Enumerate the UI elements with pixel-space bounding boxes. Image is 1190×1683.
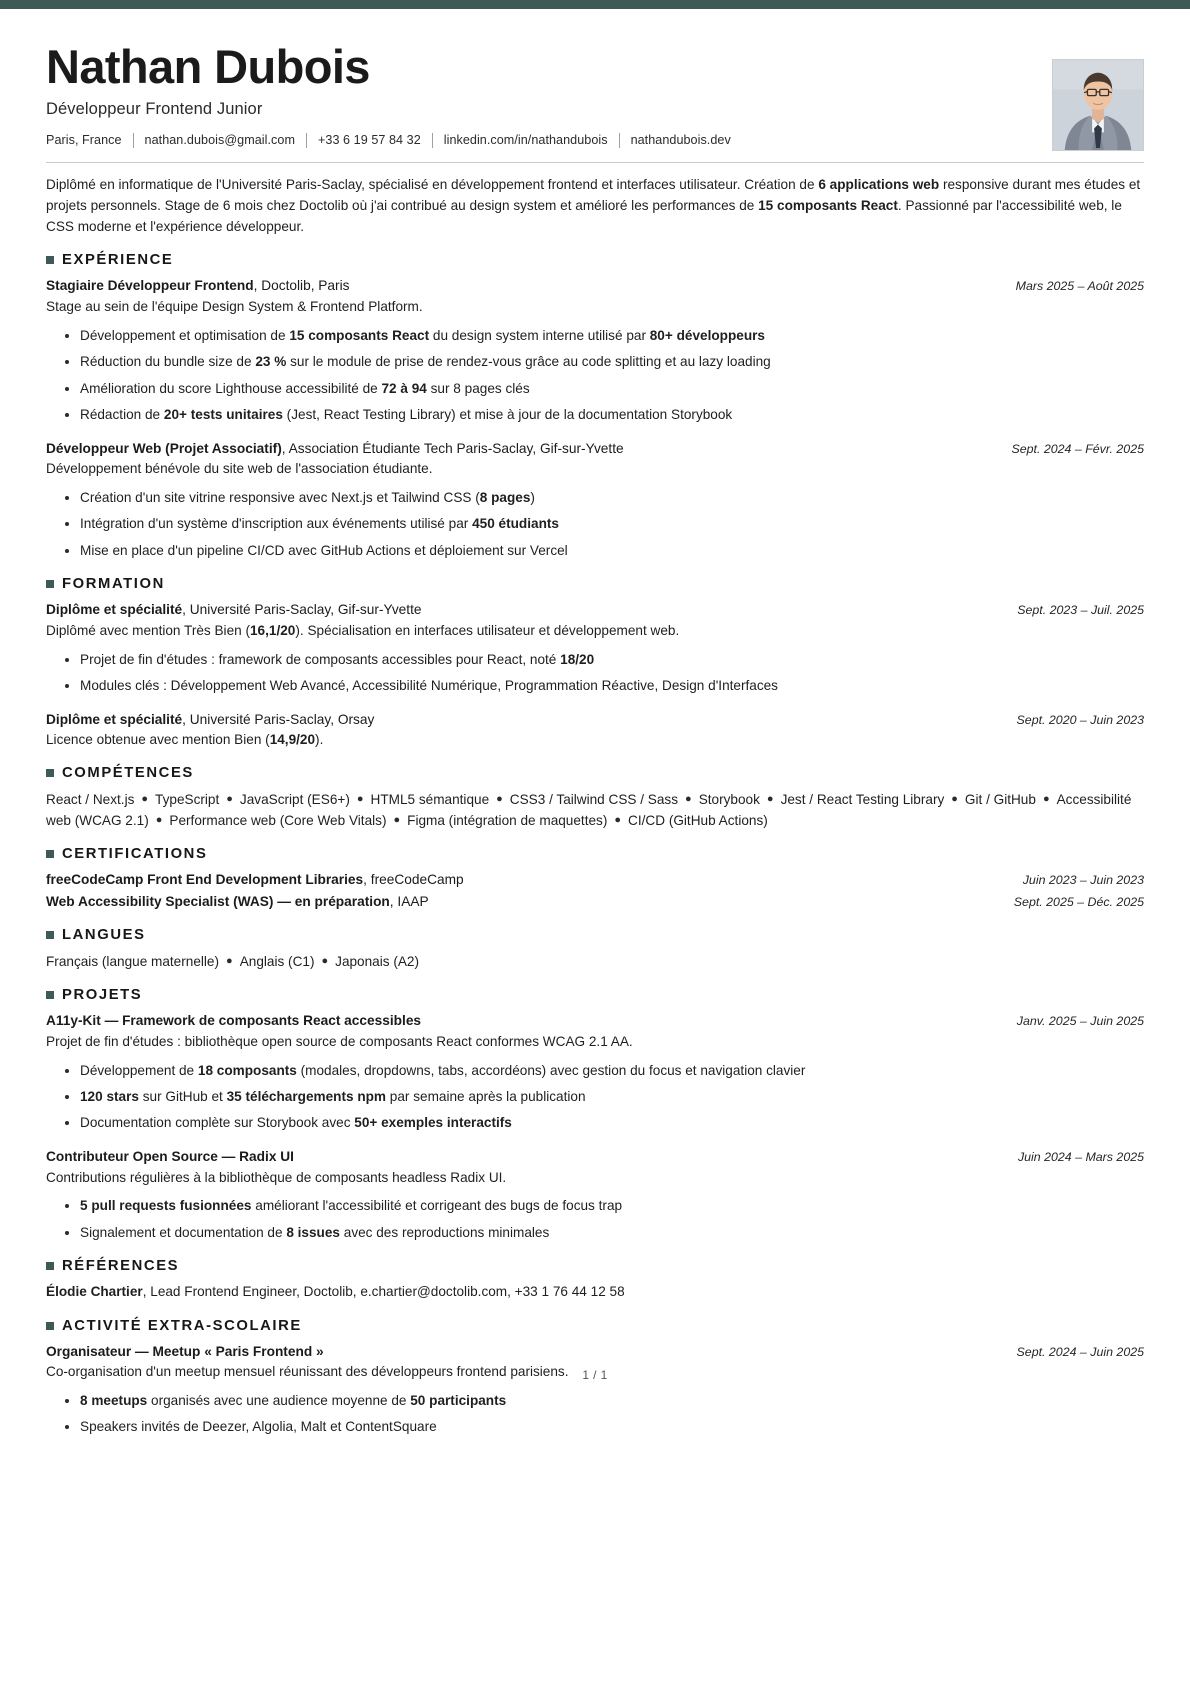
experience-bullet-list <box>46 488 1144 561</box>
experience-entry-meta: , Doctolib, Paris <box>253 278 350 294</box>
page-footer <box>0 1368 1190 1382</box>
project-bullet-2-frag-1: 50+ exemples interactifs <box>354 1115 512 1131</box>
dot-separator-icon: ● <box>393 814 401 827</box>
skill-item: CI/CD (GitHub Actions) <box>628 813 768 829</box>
project-bullet-1-frag-2: avec des reproductions minimales <box>339 1224 550 1240</box>
project-bullet-1-frag-1: 8 issues <box>286 1224 340 1240</box>
list-item <box>80 1113 1144 1133</box>
resume-page <box>0 9 1190 1438</box>
section-title-langues: LANGUES <box>62 927 146 943</box>
list-item <box>80 676 1144 696</box>
extra-entry-subtitle: Co-organisation d'un meetup mensuel réunissant des développeurs frontend parisiens. <box>46 1364 569 1380</box>
formation-entry-subtitle-frag-0: Diplômé avec mention Très Bien ( <box>46 623 250 639</box>
certification-name: Web Accessibility Specialist (WAS) — en préparation <box>46 894 390 910</box>
experience-bullet-3-frag-2: (Jest, React Testing Library) et mise à jour de la documentation Storybook <box>282 407 733 423</box>
extra-entry-title <box>46 1342 324 1362</box>
skill-item: Accessibilité web (WCAG 2.1) <box>46 792 1132 829</box>
language-item: Anglais (C1) <box>239 954 315 969</box>
project-entry-date: Janv. 2025 – Juin 2025 <box>1016 1014 1144 1029</box>
skill-item: TypeScript <box>155 792 220 808</box>
dot-separator-icon: ● <box>766 793 774 806</box>
section-formation <box>46 576 1144 750</box>
section-langues <box>46 927 1144 972</box>
section-header-certifications <box>46 846 1144 862</box>
page-title: Nathan Dubois <box>46 40 370 93</box>
language-item: Français (langue maternelle) <box>46 954 220 969</box>
top-accent-bar <box>0 0 1190 9</box>
contact-item[interactable]: nathan.dubois@gmail.com <box>144 133 295 148</box>
project-entry <box>46 1147 1144 1243</box>
summary-part-1: Diplômé en informatique de l'Université Paris-Saclay, spécialisé en développement frontend et interfaces utilisateur. Création de <box>46 177 819 192</box>
formation-entry-subtitle <box>46 730 1144 750</box>
project-bullet-0-frag-0: 5 pull requests fusionnées <box>80 1198 252 1214</box>
resume-header <box>46 9 1144 151</box>
header-text-block <box>46 41 1032 148</box>
formation-entry-subtitle-frag-1: 16,1/20 <box>250 623 296 639</box>
formation-entry <box>46 710 1144 751</box>
project-bullet-list <box>46 1061 1144 1134</box>
certification-row <box>46 892 1144 912</box>
list-item <box>80 1196 1144 1216</box>
skills-list <box>46 789 1144 831</box>
project-bullet-0-frag-1: améliorant l'accessibilité et corrigeant des bugs de focus trap <box>251 1198 623 1214</box>
square-bullet-icon <box>46 580 54 588</box>
experience-bullet-0-frag-3: 80+ développeurs <box>649 327 765 343</box>
dot-separator-icon: ● <box>356 793 364 806</box>
section-header-references <box>46 1258 1144 1274</box>
experience-bullet-3-frag-1: 20+ tests unitaires <box>163 407 283 423</box>
skill-item: Storybook <box>698 792 760 808</box>
project-entry-header <box>46 1147 1144 1167</box>
experience-bullet-list <box>46 326 1144 426</box>
list-item <box>80 379 1144 399</box>
formation-bullet-1-frag-0: Modules clés : Développement Web Avancé, Accessibilité Numérique, Programmation Réactive, Design d'Interfaces <box>80 678 778 694</box>
formation-bullet-list <box>46 650 1144 697</box>
list-item <box>80 326 1144 346</box>
contact-separator <box>133 133 134 148</box>
list-item <box>80 352 1144 372</box>
section-header-langues <box>46 927 1144 943</box>
experience-bullet-2-frag-2: sur 8 pages clés <box>426 380 530 396</box>
formation-entry-meta: , Université Paris-Saclay, Orsay <box>182 711 375 727</box>
certification-title <box>46 870 464 890</box>
skill-item: HTML5 sémantique <box>370 792 490 808</box>
section-title-competences: COMPÉTENCES <box>62 765 194 782</box>
list-item <box>80 1061 1144 1081</box>
experience-bullet-0-frag-1: 15 composants React <box>289 327 430 343</box>
formation-entry-subtitle-frag-1: 14,9/20 <box>269 732 316 748</box>
extra-bullet-list <box>46 1391 1144 1438</box>
project-entry <box>46 1011 1144 1134</box>
reference-details: , Lead Frontend Engineer, Doctolib, e.chartier@doctolib.com, +33 1 76 44 12 58 <box>142 1284 625 1300</box>
dot-separator-icon: ● <box>496 793 503 806</box>
section-references <box>46 1258 1144 1302</box>
formation-entry-header <box>46 600 1144 620</box>
list-item <box>80 541 1144 561</box>
project-entry-role: Contributeur Open Source — Radix UI <box>46 1148 294 1164</box>
project-bullet-list <box>46 1196 1144 1243</box>
experience-entry-title <box>46 276 350 296</box>
formation-bullet-0-frag-1: 18/20 <box>560 651 595 667</box>
certification-name: freeCodeCamp Front End Development Libraries <box>46 872 364 888</box>
job-title: Développeur Frontend Junior <box>46 99 263 118</box>
section-title-certifications: CERTIFICATIONS <box>62 846 208 863</box>
experience-bullet-1-frag-0: Réduction du bundle size de <box>80 354 256 370</box>
contact-item[interactable]: nathandubois.dev <box>630 133 731 148</box>
skill-item: JavaScript (ES6+) <box>239 792 350 808</box>
extra-entry <box>46 1342 1144 1438</box>
dot-separator-icon: ● <box>321 955 329 967</box>
languages-list <box>46 951 1144 972</box>
list-item <box>80 1417 1144 1437</box>
experience-entry <box>46 276 1144 425</box>
experience-entry <box>46 439 1144 562</box>
experience-bullet-3-frag-0: Rédaction de <box>80 407 164 423</box>
experience-bullet-1-frag-1: 450 étudiants <box>472 516 559 532</box>
experience-entry-role: Développeur Web (Projet Associatif) <box>46 440 282 456</box>
certification-title <box>46 892 429 912</box>
formation-entry-header <box>46 710 1144 730</box>
square-bullet-icon <box>46 931 54 939</box>
experience-entry-date: Sept. 2024 – Févr. 2025 <box>1011 441 1144 456</box>
skill-item: Git / GitHub <box>964 792 1036 808</box>
formation-entry-subtitle-frag-0: Licence obtenue avec mention Bien ( <box>46 732 270 748</box>
formation-entry-title <box>46 710 374 730</box>
certification-date: Sept. 2025 – Déc. 2025 <box>1013 895 1144 910</box>
experience-bullet-1-frag-2: sur le module de prise de rendez-vous grâce au code splitting et au lazy loading <box>286 354 771 370</box>
section-title-experience: EXPÉRIENCE <box>62 252 174 269</box>
project-entry-role: A11y-Kit — Framework de composants React accessibles <box>46 1013 422 1029</box>
page-indicator: 1 / 1 <box>582 1367 608 1382</box>
project-bullet-1-frag-1: sur GitHub et <box>138 1089 227 1105</box>
list-item <box>80 1087 1144 1107</box>
experience-bullet-0-frag-2: ) <box>530 490 535 506</box>
section-header-formation <box>46 576 1144 592</box>
extra-bullet-0-frag-2: 50 participants <box>410 1393 507 1409</box>
square-bullet-icon <box>46 991 54 999</box>
dot-separator-icon: ● <box>226 955 233 967</box>
dot-separator-icon: ● <box>685 793 692 806</box>
experience-entry-role: Stagiaire Développeur Frontend <box>46 278 254 294</box>
section-header-projets <box>46 987 1144 1003</box>
formation-bullet-0-frag-0: Projet de fin d'études : framework de composants accessibles pour React, noté <box>80 651 561 667</box>
certification-row <box>46 870 1144 890</box>
list-item <box>80 405 1144 425</box>
project-entry-list <box>46 1011 1144 1243</box>
contact-line <box>46 133 1032 148</box>
experience-bullet-0-frag-0: Développement et optimisation de <box>80 327 290 343</box>
list-item <box>80 650 1144 670</box>
extra-bullet-1-frag-0: Speakers invités de Deezer, Algolia, Malt et ContentSquare <box>80 1419 437 1435</box>
formation-entry-title <box>46 600 422 620</box>
experience-entry-title <box>46 439 624 459</box>
section-projets <box>46 987 1144 1243</box>
experience-bullet-2-frag-0: Amélioration du score Lighthouse accessibilité de <box>80 380 382 396</box>
square-bullet-icon <box>46 850 54 858</box>
formation-entry-subtitle <box>46 621 1144 641</box>
extra-entry-header <box>46 1342 1144 1362</box>
certification-date: Juin 2023 – Juin 2023 <box>1022 873 1144 888</box>
language-item: Japonais (A2) <box>335 954 420 969</box>
certification-issuer: , freeCodeCamp <box>363 872 464 888</box>
list-item <box>80 514 1144 534</box>
section-title-formation: FORMATION <box>62 576 165 593</box>
section-title-extra-scolaire: ACTIVITÉ EXTRA-SCOLAIRE <box>62 1317 302 1334</box>
formation-entry-subtitle-frag-2: ). <box>315 732 324 748</box>
section-competences <box>46 765 1144 831</box>
experience-bullet-0-frag-1: 8 pages <box>479 490 531 506</box>
project-entry-title <box>46 1147 294 1167</box>
square-bullet-icon <box>46 769 54 777</box>
list-item <box>80 1391 1144 1411</box>
square-bullet-icon <box>46 1262 54 1270</box>
dot-separator-icon: ● <box>226 793 233 806</box>
square-bullet-icon <box>46 256 54 264</box>
section-header-competences <box>46 765 1144 781</box>
experience-entry-header <box>46 276 1144 296</box>
project-entry-title <box>46 1011 421 1031</box>
project-bullet-0-frag-2: (modales, dropdowns, tabs, accordéons) avec gestion du focus et navigation clavier <box>296 1062 806 1078</box>
avatar <box>1052 59 1144 151</box>
project-bullet-1-frag-3: par semaine après la publication <box>386 1089 586 1105</box>
skill-item: Figma (intégration de maquettes) <box>407 813 608 829</box>
summary-part-2: responsive durant mes études et projets personnels. Stage de 6 mois chez Doctolib où j'ai contribué au design system et amélioré les performances de <box>46 177 1141 213</box>
formation-entry <box>46 600 1144 696</box>
project-bullet-1-frag-0: Signalement et documentation de <box>80 1224 287 1240</box>
section-title-projets: PROJETS <box>62 987 143 1004</box>
experience-bullet-2-frag-0: Mise en place d'un pipeline CI/CD avec GitHub Actions et déploiement sur Vercel <box>80 542 568 558</box>
project-bullet-0-frag-0: Développement de <box>80 1062 198 1078</box>
dot-separator-icon: ● <box>141 793 149 806</box>
skill-item: Performance web (Core Web Vitals) <box>169 813 387 829</box>
formation-entry-list <box>46 600 1144 750</box>
skill-item: React / Next.js <box>46 792 135 808</box>
section-experience <box>46 252 1144 561</box>
experience-entry-meta: , Association Étudiante Tech Paris-Saclay, Gif-sur-Yvette <box>281 440 624 456</box>
contact-item[interactable]: Paris, France <box>46 133 122 148</box>
section-header-experience <box>46 252 1144 268</box>
formation-entry-date: Sept. 2020 – Juin 2023 <box>1016 712 1144 727</box>
extra-bullet-0-frag-1: organisés avec une audience moyenne de <box>147 1393 411 1409</box>
summary-bold-1: 6 applications web <box>818 177 940 192</box>
profile-summary <box>46 163 1144 237</box>
dot-separator-icon: ● <box>1042 793 1050 806</box>
section-certifications <box>46 846 1144 912</box>
experience-bullet-2-frag-1: 72 à 94 <box>381 380 427 396</box>
experience-entry-header <box>46 439 1144 459</box>
experience-entry-date: Mars 2025 – Août 2025 <box>1015 279 1144 294</box>
contact-separator <box>432 133 433 148</box>
reference-name: Élodie Chartier <box>46 1284 143 1300</box>
project-entry-header <box>46 1011 1144 1031</box>
formation-entry-meta: , Université Paris-Saclay, Gif-sur-Yvette <box>182 602 422 618</box>
contact-item[interactable]: linkedin.com/in/nathandubois <box>443 133 608 148</box>
experience-bullet-0-frag-0: Création d'un site vitrine responsive avec Next.js et Tailwind CSS ( <box>80 490 480 506</box>
reference-list <box>46 1282 1144 1302</box>
project-bullet-1-frag-2: 35 téléchargements npm <box>226 1089 387 1105</box>
formation-entry-role: Diplôme et spécialité <box>46 711 183 727</box>
reference-entry <box>46 1282 1144 1302</box>
project-bullet-2-frag-0: Documentation complète sur Storybook avec <box>80 1115 355 1131</box>
certification-issuer: , IAAP <box>389 894 429 910</box>
formation-entry-date: Sept. 2023 – Juil. 2025 <box>1017 603 1144 618</box>
formation-entry-subtitle-frag-2: ). Spécialisation en interfaces utilisateur et développement web. <box>295 623 680 639</box>
skill-item: CSS3 / Tailwind CSS / Sass <box>509 792 679 808</box>
dot-separator-icon: ● <box>951 793 958 806</box>
experience-bullet-1-frag-0: Intégration d'un système d'inscription aux événements utilisé par <box>80 516 473 532</box>
extra-bullet-0-frag-0: 8 meetups <box>80 1393 148 1409</box>
skill-item: Jest / React Testing Library <box>780 792 945 808</box>
list-item <box>80 1223 1144 1243</box>
contact-item[interactable]: +33 6 19 57 84 32 <box>318 133 421 148</box>
dot-separator-icon: ● <box>614 814 622 827</box>
extra-entry-role: Organisateur — Meetup « Paris Frontend » <box>46 1343 324 1359</box>
project-entry-subtitle: Projet de fin d'études : bibliothèque open source de composants React conformes WCAG 2.1 AA. <box>46 1033 633 1049</box>
project-entry-date: Juin 2024 – Mars 2025 <box>1017 1149 1144 1164</box>
contact-separator <box>306 133 307 148</box>
summary-bold-2: 15 composants React <box>758 197 898 213</box>
formation-entry-role: Diplôme et spécialité <box>46 602 183 618</box>
experience-bullet-0-frag-2: du design system interne utilisé par <box>429 327 650 343</box>
extra-entry-date: Sept. 2024 – Juin 2025 <box>1016 1344 1144 1359</box>
project-bullet-0-frag-1: 18 composants <box>197 1062 297 1078</box>
contact-separator <box>619 133 620 148</box>
experience-entry-list <box>46 276 1144 561</box>
summary-part-3: . Passionné par l'accessibilité web, le CSS moderne et l'expérience développeur. <box>46 197 1122 234</box>
experience-entry-subtitle: Stage au sein de l'équipe Design System & Frontend Platform. <box>46 299 423 315</box>
project-bullet-1-frag-0: 120 stars <box>80 1089 139 1105</box>
section-title-references: RÉFÉRENCES <box>62 1258 180 1275</box>
project-entry-subtitle: Contributions régulières à la bibliothèque de composants headless Radix UI. <box>46 1169 507 1185</box>
section-header-extra-scolaire <box>46 1318 1144 1334</box>
square-bullet-icon <box>46 1322 54 1330</box>
list-item <box>80 488 1144 508</box>
certification-list <box>46 870 1144 912</box>
extra-entry-list <box>46 1342 1144 1438</box>
dot-separator-icon: ● <box>155 814 163 827</box>
experience-entry-subtitle: Développement bénévole du site web de l'association étudiante. <box>46 461 433 477</box>
experience-bullet-1-frag-1: 23 % <box>255 354 287 370</box>
